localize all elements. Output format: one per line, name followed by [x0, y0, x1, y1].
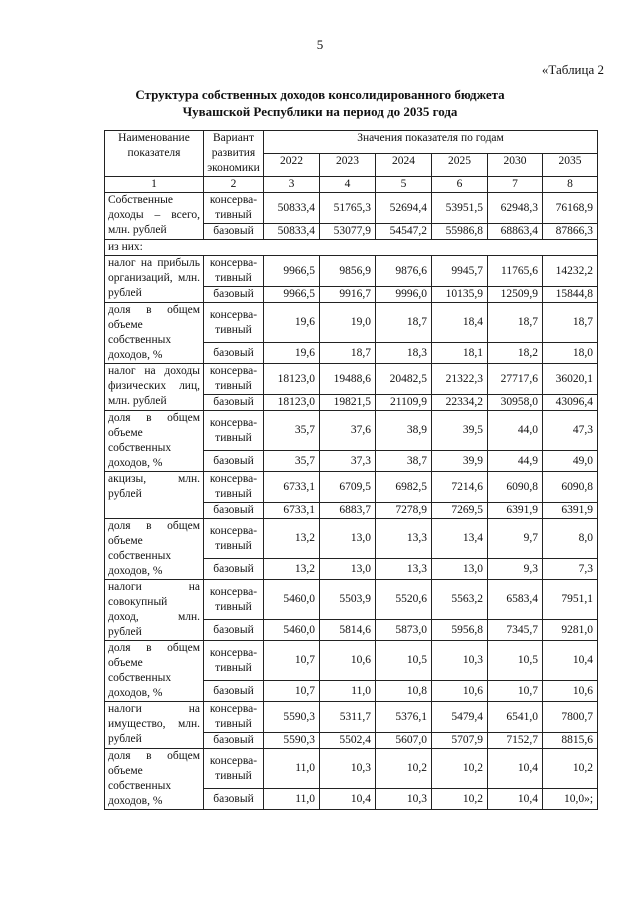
- value-cell: 55986,8: [432, 224, 488, 240]
- column-number: 8: [543, 177, 598, 193]
- header-year: 2024: [376, 154, 432, 177]
- value-cell: 13,2: [264, 519, 320, 559]
- table-row: [105, 580, 598, 620]
- value-cell: 10,4: [320, 789, 376, 810]
- table-row: [105, 193, 598, 224]
- value-cell: 8815,6: [543, 733, 598, 749]
- value-cell: 5590,3: [264, 702, 320, 733]
- variant-label: базовый: [204, 224, 264, 240]
- variant-label: базовый: [204, 681, 264, 702]
- variant-label: консерва-тивный: [204, 193, 264, 224]
- header-name: Наименование показателя: [105, 131, 204, 177]
- variant-label: консерва-тивный: [204, 702, 264, 733]
- variant-label: базовый: [204, 287, 264, 303]
- table-label: «Таблица 2: [541, 62, 604, 77]
- value-cell: 68863,4: [488, 224, 543, 240]
- value-cell: 10,6: [320, 641, 376, 681]
- value-cell: 6090,8: [488, 472, 543, 503]
- value-cell: 7951,1: [543, 580, 598, 620]
- value-cell: 27717,6: [488, 364, 543, 395]
- value-cell: 7269,5: [432, 503, 488, 519]
- value-cell: 18123,0: [264, 364, 320, 395]
- value-cell: 36020,1: [543, 364, 598, 395]
- value-cell: 10,4: [488, 789, 543, 810]
- indicator-name: налог на доходы физических лиц, млн. рублей: [105, 364, 204, 411]
- value-cell: 39,9: [432, 451, 488, 472]
- value-cell: 9945,7: [432, 256, 488, 287]
- header-values: Значения показателя по годам: [264, 131, 598, 154]
- indicator-name: доля в общем объеме собственных доходов, %: [105, 749, 204, 810]
- value-cell: 13,0: [432, 559, 488, 580]
- value-cell: 54547,2: [376, 224, 432, 240]
- value-cell: 22334,2: [432, 395, 488, 411]
- indicator-name: акцизы, млн. рублей: [105, 472, 204, 519]
- value-cell: 9966,5: [264, 287, 320, 303]
- variant-label: базовый: [204, 343, 264, 364]
- value-cell: 19,6: [264, 343, 320, 364]
- table-row: [105, 364, 598, 395]
- value-cell: 12509,9: [488, 287, 543, 303]
- value-cell: 9966,5: [264, 256, 320, 287]
- value-cell: 35,7: [264, 411, 320, 451]
- value-cell: 18,4: [432, 303, 488, 343]
- variant-label: консерва-тивный: [204, 580, 264, 620]
- value-cell: 76168,9: [543, 193, 598, 224]
- value-cell: 50833,4: [264, 193, 320, 224]
- value-cell: 5503,9: [320, 580, 376, 620]
- value-cell: 11,0: [264, 749, 320, 789]
- value-cell: 10,2: [543, 749, 598, 789]
- value-cell: 21109,9: [376, 395, 432, 411]
- value-cell: 19,6: [264, 303, 320, 343]
- variant-label: базовый: [204, 733, 264, 749]
- value-cell: 49,0: [543, 451, 598, 472]
- value-cell: 6982,5: [376, 472, 432, 503]
- indicator-name: доля в общем объеме собственных доходов, %: [105, 303, 204, 364]
- variant-label: базовый: [204, 395, 264, 411]
- header-year: 2022: [264, 154, 320, 177]
- value-cell: 87866,3: [543, 224, 598, 240]
- column-number: 6: [432, 177, 488, 193]
- value-cell: 5376,1: [376, 702, 432, 733]
- value-cell: 5311,7: [320, 702, 376, 733]
- table-row: [105, 303, 598, 343]
- value-cell: 9,3: [488, 559, 543, 580]
- column-number: 7: [488, 177, 543, 193]
- value-cell: 13,3: [376, 519, 432, 559]
- variant-label: консерва-тивный: [204, 641, 264, 681]
- variant-label: консерва-тивный: [204, 749, 264, 789]
- value-cell: 19,0: [320, 303, 376, 343]
- value-cell: 52694,4: [376, 193, 432, 224]
- table-row: [105, 240, 598, 256]
- value-cell: 18,7: [376, 303, 432, 343]
- value-cell: 35,7: [264, 451, 320, 472]
- value-cell: 10,6: [432, 681, 488, 702]
- table-row: [105, 749, 598, 789]
- value-cell: 10,3: [376, 789, 432, 810]
- variant-label: базовый: [204, 559, 264, 580]
- value-cell: 18,7: [543, 303, 598, 343]
- value-cell: 44,0: [488, 411, 543, 451]
- value-cell: 18,1: [432, 343, 488, 364]
- value-cell: 10,5: [376, 641, 432, 681]
- value-cell: 18,7: [320, 343, 376, 364]
- indicator-name: доля в общем объеме собственных доходов, %: [105, 641, 204, 702]
- table-title: [0, 86, 640, 120]
- value-cell: 9856,9: [320, 256, 376, 287]
- header-year: 2030: [488, 154, 543, 177]
- value-cell: 30958,0: [488, 395, 543, 411]
- value-cell: 14232,2: [543, 256, 598, 287]
- value-cell: 5460,0: [264, 620, 320, 641]
- value-cell: 6090,8: [543, 472, 598, 503]
- variant-label: базовый: [204, 503, 264, 519]
- value-cell: 7152,7: [488, 733, 543, 749]
- value-cell: 5563,2: [432, 580, 488, 620]
- value-cell: 6733,1: [264, 472, 320, 503]
- header-year: 2023: [320, 154, 376, 177]
- subheading: из них:: [105, 240, 598, 256]
- value-cell: 21322,3: [432, 364, 488, 395]
- table-row: [105, 519, 598, 559]
- indicator-name: Собственные доходы – всего, млн. рублей: [105, 193, 204, 240]
- value-cell: 5814,6: [320, 620, 376, 641]
- column-number: 3: [264, 177, 320, 193]
- value-cell: 5590,3: [264, 733, 320, 749]
- value-cell: 6883,7: [320, 503, 376, 519]
- value-cell: 15844,8: [543, 287, 598, 303]
- value-cell: 9916,7: [320, 287, 376, 303]
- value-cell: 10,4: [488, 749, 543, 789]
- value-cell: 10135,9: [432, 287, 488, 303]
- table-row: [105, 472, 598, 503]
- value-cell: 10,5: [488, 641, 543, 681]
- value-cell: 9,7: [488, 519, 543, 559]
- value-cell: 18123,0: [264, 395, 320, 411]
- value-cell: 51765,3: [320, 193, 376, 224]
- value-cell: 11765,6: [488, 256, 543, 287]
- table-row: [105, 641, 598, 681]
- column-number: 4: [320, 177, 376, 193]
- value-cell: 10,0»;: [543, 789, 598, 810]
- value-cell: 10,4: [543, 641, 598, 681]
- value-cell: 44,9: [488, 451, 543, 472]
- revenue-table: [104, 130, 598, 810]
- value-cell: 10,7: [488, 681, 543, 702]
- column-number: 1: [105, 177, 204, 193]
- value-cell: 19821,5: [320, 395, 376, 411]
- value-cell: 5707,9: [432, 733, 488, 749]
- variant-label: консерва-тивный: [204, 256, 264, 287]
- value-cell: 7278,9: [376, 503, 432, 519]
- value-cell: 13,2: [264, 559, 320, 580]
- value-cell: 37,6: [320, 411, 376, 451]
- value-cell: 11,0: [264, 789, 320, 810]
- value-cell: 9876,6: [376, 256, 432, 287]
- value-cell: 8,0: [543, 519, 598, 559]
- value-cell: 5479,4: [432, 702, 488, 733]
- indicator-name: доля в общем объеме собственных доходов, %: [105, 519, 204, 580]
- header-variant: Вариант развития экономики: [204, 131, 264, 177]
- value-cell: 5956,8: [432, 620, 488, 641]
- value-cell: 13,4: [432, 519, 488, 559]
- value-cell: 13,3: [376, 559, 432, 580]
- value-cell: 7,3: [543, 559, 598, 580]
- value-cell: 5520,6: [376, 580, 432, 620]
- variant-label: базовый: [204, 451, 264, 472]
- value-cell: 6391,9: [543, 503, 598, 519]
- value-cell: 7800,7: [543, 702, 598, 733]
- value-cell: 7214,6: [432, 472, 488, 503]
- value-cell: 6733,1: [264, 503, 320, 519]
- value-cell: 10,8: [376, 681, 432, 702]
- value-cell: 50833,4: [264, 224, 320, 240]
- value-cell: 38,9: [376, 411, 432, 451]
- column-number: 5: [376, 177, 432, 193]
- value-cell: 5873,0: [376, 620, 432, 641]
- value-cell: 37,3: [320, 451, 376, 472]
- value-cell: 18,7: [488, 303, 543, 343]
- value-cell: 18,2: [488, 343, 543, 364]
- column-number: 2: [204, 177, 264, 193]
- value-cell: 20482,5: [376, 364, 432, 395]
- variant-label: базовый: [204, 789, 264, 810]
- value-cell: 9996,0: [376, 287, 432, 303]
- value-cell: 6583,4: [488, 580, 543, 620]
- value-cell: 10,7: [264, 681, 320, 702]
- variant-label: базовый: [204, 620, 264, 641]
- title-line-1: Структура собственных доходов консолидированного бюджета: [135, 87, 505, 102]
- value-cell: 6391,9: [488, 503, 543, 519]
- variant-label: консерва-тивный: [204, 364, 264, 395]
- value-cell: 47,3: [543, 411, 598, 451]
- value-cell: 10,7: [264, 641, 320, 681]
- value-cell: 39,5: [432, 411, 488, 451]
- indicator-name: налоги на совокупный доход, млн. рублей: [105, 580, 204, 641]
- table-row: [105, 256, 598, 287]
- page-number: 5: [316, 37, 324, 52]
- value-cell: 5460,0: [264, 580, 320, 620]
- value-cell: 13,0: [320, 519, 376, 559]
- value-cell: 53077,9: [320, 224, 376, 240]
- value-cell: 5502,4: [320, 733, 376, 749]
- value-cell: 10,6: [543, 681, 598, 702]
- header-year: 2025: [432, 154, 488, 177]
- variant-label: консерва-тивный: [204, 303, 264, 343]
- value-cell: 6541,0: [488, 702, 543, 733]
- value-cell: 10,2: [376, 749, 432, 789]
- table-row: [105, 702, 598, 733]
- value-cell: 7345,7: [488, 620, 543, 641]
- variant-label: консерва-тивный: [204, 472, 264, 503]
- value-cell: 53951,5: [432, 193, 488, 224]
- indicator-name: налог на прибыль организаций, млн. рублей: [105, 256, 204, 303]
- value-cell: 19488,6: [320, 364, 376, 395]
- value-cell: 5607,0: [376, 733, 432, 749]
- value-cell: 18,0: [543, 343, 598, 364]
- value-cell: 6709,5: [320, 472, 376, 503]
- value-cell: 10,3: [432, 641, 488, 681]
- value-cell: 13,0: [320, 559, 376, 580]
- value-cell: 43096,4: [543, 395, 598, 411]
- title-line-2: Чувашской Республики на период до 2035 года: [182, 104, 458, 119]
- value-cell: 38,7: [376, 451, 432, 472]
- value-cell: 9281,0: [543, 620, 598, 641]
- table-row: [105, 411, 598, 451]
- indicator-name: доля в общем объеме собственных доходов, %: [105, 411, 204, 472]
- variant-label: консерва-тивный: [204, 411, 264, 451]
- value-cell: 10,2: [432, 789, 488, 810]
- value-cell: 11,0: [320, 681, 376, 702]
- variant-label: консерва-тивный: [204, 519, 264, 559]
- indicator-name: налоги на имущество, млн. рублей: [105, 702, 204, 749]
- value-cell: 10,3: [320, 749, 376, 789]
- value-cell: 10,2: [432, 749, 488, 789]
- value-cell: 18,3: [376, 343, 432, 364]
- value-cell: 62948,3: [488, 193, 543, 224]
- header-year: 2035: [543, 154, 598, 177]
